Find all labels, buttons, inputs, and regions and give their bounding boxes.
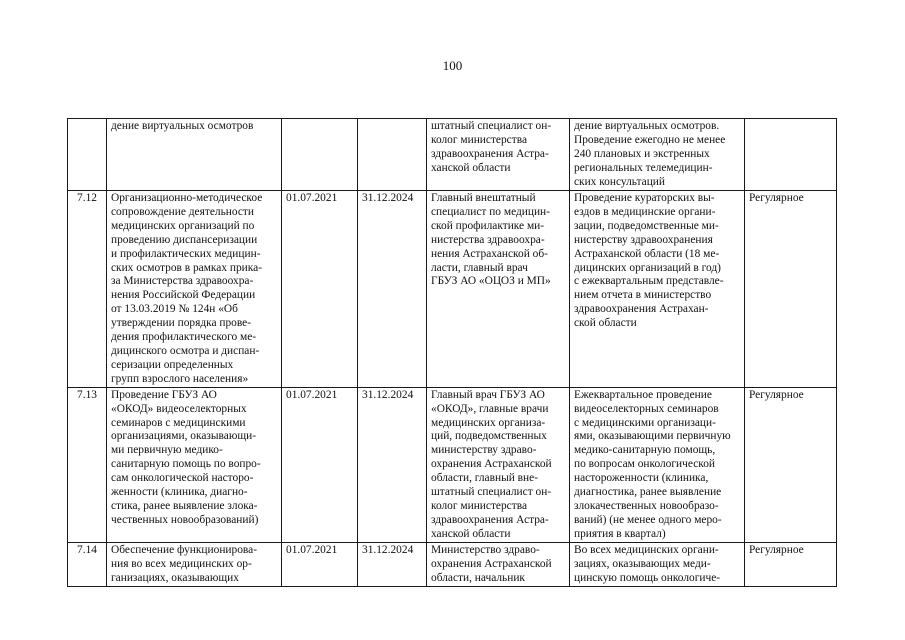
end-date-cell: 31.12.2024	[358, 542, 427, 586]
start-date-cell: 01.07.2021	[282, 542, 358, 586]
type-cell	[745, 119, 837, 191]
event-cell: Организационно-методическое сопровождение деятельности медицинских организаций по проведению диспансеризации и профилактических медицин- ских осмотров в рамках прика- за Министерства здравоохра- нения Российской Федерации от 13.03.2019 № 124н «Об утверждении порядка прове- дения профилактического ме- дицинского осмотра и диспан- серизации определенных групп взрослого населения»	[107, 191, 282, 388]
table-row	[68, 191, 837, 388]
end-date-cell	[358, 119, 427, 191]
end-date-cell: 31.12.2024	[358, 191, 427, 388]
row-number-cell: 7.14	[68, 542, 107, 586]
table-row	[68, 387, 837, 542]
measures-table	[67, 118, 837, 587]
row-number-cell	[68, 119, 107, 191]
start-date-cell	[282, 119, 358, 191]
result-cell: Проведение кураторских вы- ездов в медицинские органи- зации, подведомственные ми- нистерству здравоохранения Астраханской области (18 ме- дицинских организаций в год) с ежеквартальным представле- нием отчета в министерство здравоохранения Астрахан- ской области	[570, 191, 745, 388]
type-cell: Регулярное	[745, 191, 837, 388]
table-row	[68, 542, 837, 586]
type-cell: Регулярное	[745, 542, 837, 586]
result-cell: Ежеквартальное проведение видеоселекторных семинаров с медицинскими организаци- ями, оказывающими первичную медико-санитарную помощь, по вопросам онкологической настороженности (клиника, диагностика, ранее выявление злокачественных новообразо- ваний) (не менее одного меро- приятия в квартал)	[570, 387, 745, 542]
start-date-cell: 01.07.2021	[282, 191, 358, 388]
responsible-cell: Министерство здраво- охранения Астраханской области, начальник	[427, 542, 570, 586]
start-date-cell: 01.07.2021	[282, 387, 358, 542]
table-row	[68, 119, 837, 191]
result-cell: дение виртуальных осмотров. Проведение ежегодно не менее 240 плановых и экстренных региональных телемедицин- ских консультаций	[570, 119, 745, 191]
end-date-cell: 31.12.2024	[358, 387, 427, 542]
page-number: 100	[442, 58, 463, 73]
responsible-cell: штатный специалист он- колог министерства здравоохранения Астра- ханской области	[427, 119, 570, 191]
row-number-cell: 7.13	[68, 387, 107, 542]
row-number-cell: 7.12	[68, 191, 107, 388]
event-cell: дение виртуальных осмотров	[107, 119, 282, 191]
responsible-cell: Главный внештатный специалист по медицин- ской профилактике ми- нистерства здравоохра- нения Астраханской об- ласти, главный врач ГБУЗ АО «ОЦОЗ и МП»	[427, 191, 570, 388]
result-cell: Во всех медицинских органи- зациях, оказывающих меди- цинскую помощь онкологиче-	[570, 542, 745, 586]
event-cell: Проведение ГБУЗ АО «ОКОД» видеоселекторных семинаров с медицинскими организациями, оказывающи- ми первичную медико- санитарную помощь по вопро- сам онкологической насторо- женности (клиника, диагно- стика, ранее выявление злока- чественных новообразований)	[107, 387, 282, 542]
type-cell: Регулярное	[745, 387, 837, 542]
event-cell: Обеспечение функционирова- ния во всех медицинских ор- ганизациях, оказывающих	[107, 542, 282, 586]
responsible-cell: Главный врач ГБУЗ АО «ОКОД», главные врачи медицинских организа- ций, подведомственных министерству здраво- охранения Астраханской области, главный вне- штатный специалист он- колог министерства здравоохранения Астра- ханской области	[427, 387, 570, 542]
